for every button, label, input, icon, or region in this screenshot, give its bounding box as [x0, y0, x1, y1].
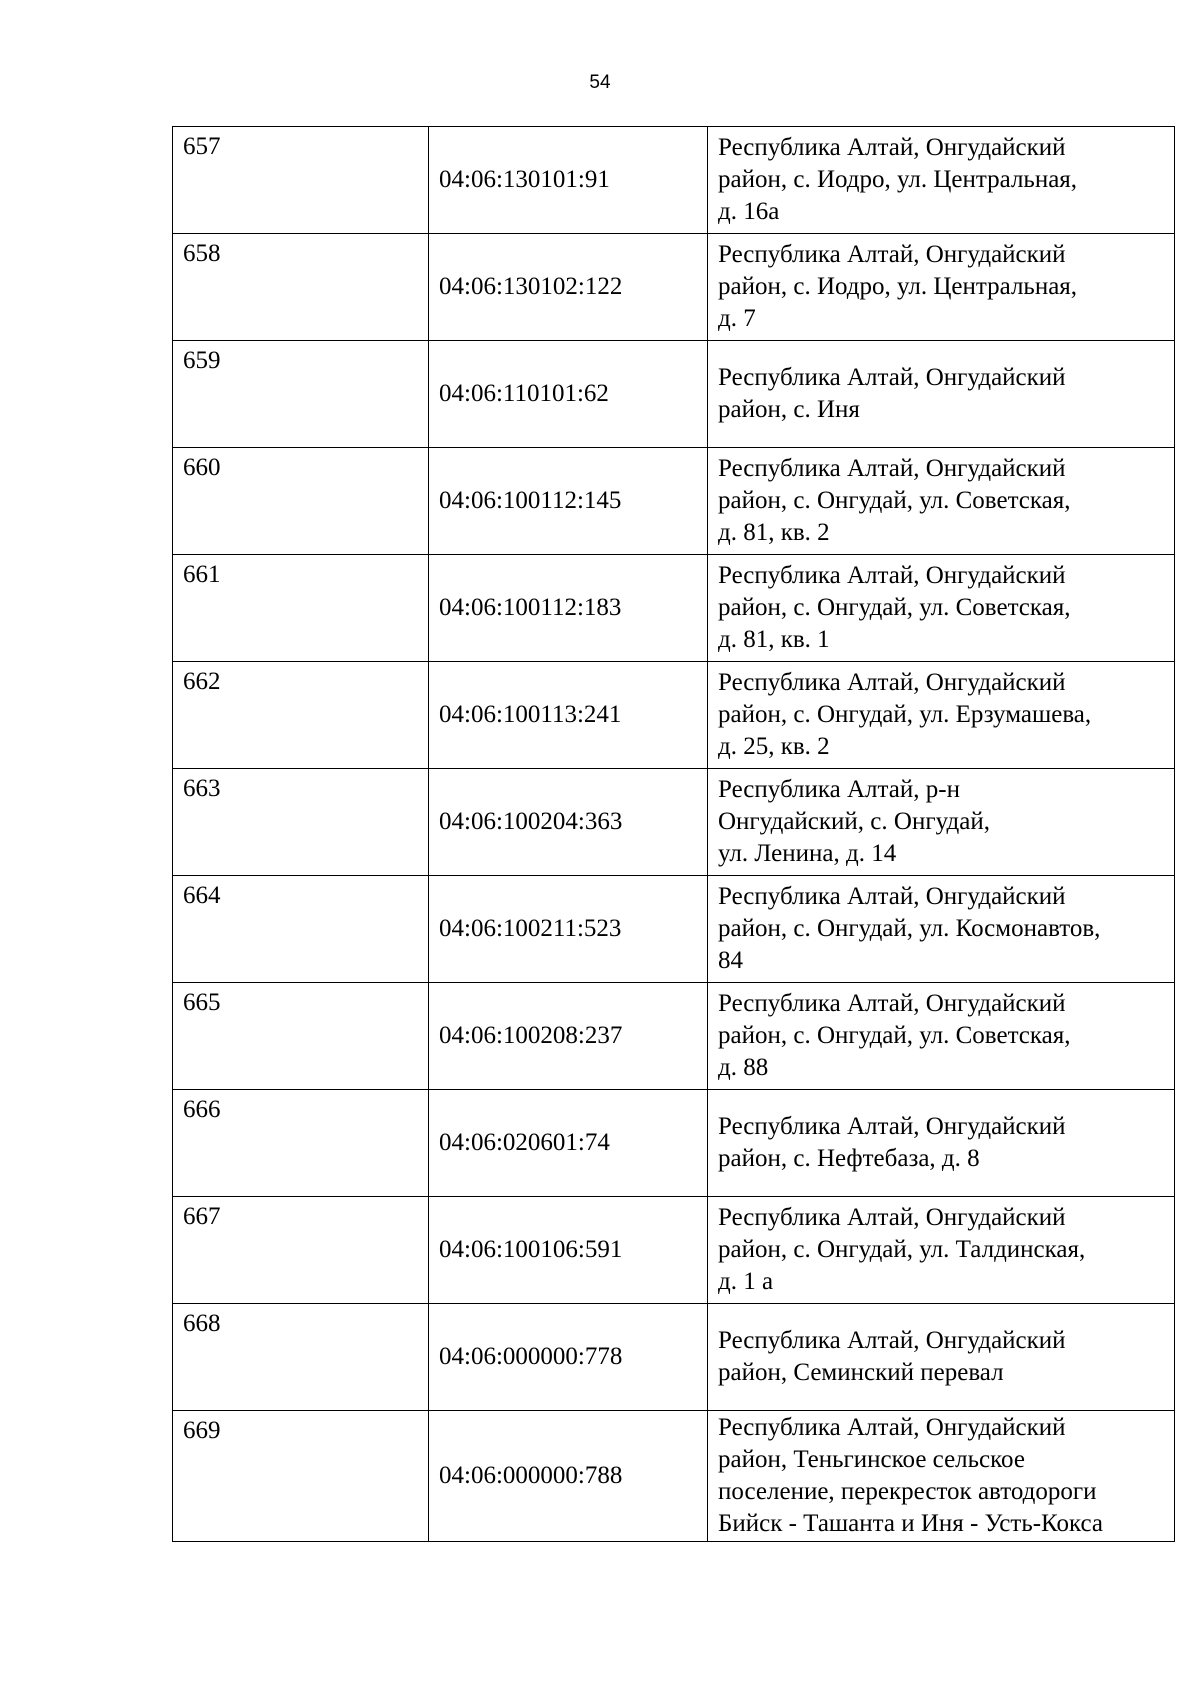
address-line: район, Семинский перевал [718, 1359, 1004, 1386]
row-number-cell: 658 [173, 234, 429, 341]
row-number-cell: 665 [173, 983, 429, 1090]
table-row [173, 127, 1175, 234]
table-row [173, 448, 1175, 555]
cadastral-number-cell: 04:06:000000:778 [429, 1304, 708, 1411]
registry-table-body [173, 127, 1175, 1542]
address-line: Республика Алтай, Онгудайский [718, 364, 1066, 391]
table-row [173, 341, 1175, 448]
row-number-cell: 657 [173, 127, 429, 234]
address-line: район, с. Онгудай, ул. Космонавтов, [718, 915, 1101, 942]
table-row [173, 1304, 1175, 1411]
address-line: район, с. Онгудай, ул. Советская, [718, 1022, 1071, 1049]
address-cell [708, 555, 1175, 662]
row-number-cell: 664 [173, 876, 429, 983]
address-line: Республика Алтай, Онгудайский [718, 241, 1066, 268]
row-number-cell: 660 [173, 448, 429, 555]
table-row [173, 234, 1175, 341]
address-cell [708, 1197, 1175, 1304]
cadastral-number-cell: 04:06:000000:788 [429, 1411, 708, 1542]
address-line: район, Теньгинское сельское [718, 1446, 1025, 1473]
address-line: д. 81, кв. 2 [718, 519, 830, 546]
address-line: район, с. Онгудай, ул. Советская, [718, 594, 1071, 621]
address-line: Онгудайский, с. Онгудай, [718, 808, 990, 835]
address-line: район, с. Иня [718, 396, 860, 423]
address-line: Республика Алтай, Онгудайский [718, 455, 1066, 482]
address-line: Республика Алтай, Онгудайский [718, 1204, 1066, 1231]
row-number-cell: 669 [173, 1411, 429, 1542]
cadastral-number-cell: 04:06:020601:74 [429, 1090, 708, 1197]
address-line: д. 1 а [718, 1268, 774, 1295]
address-line: Республика Алтай, Онгудайский [718, 1414, 1066, 1441]
address-cell [708, 127, 1175, 234]
address-cell [708, 1090, 1175, 1197]
cadastral-number-cell: 04:06:100112:183 [429, 555, 708, 662]
address-line: д. 16а [718, 198, 780, 225]
address-line: ул. Ленина, д. 14 [718, 840, 897, 867]
address-line: д. 88 [718, 1054, 769, 1081]
table-row [173, 662, 1175, 769]
table-row [173, 769, 1175, 876]
row-number-cell: 662 [173, 662, 429, 769]
cadastral-number-cell: 04:06:100211:523 [429, 876, 708, 983]
cadastral-number-cell: 04:06:100204:363 [429, 769, 708, 876]
table-row [173, 555, 1175, 662]
address-cell [708, 1411, 1175, 1542]
row-number-cell: 663 [173, 769, 429, 876]
cadastral-number-cell: 04:06:110101:62 [429, 341, 708, 448]
cadastral-number-cell: 04:06:130102:122 [429, 234, 708, 341]
cadastral-number-cell: 04:06:130101:91 [429, 127, 708, 234]
address-line: Республика Алтай, Онгудайский [718, 883, 1066, 910]
address-cell [708, 341, 1175, 448]
address-line: Республика Алтай, р-н [718, 776, 960, 803]
address-line: д. 25, кв. 2 [718, 733, 830, 760]
address-line: район, с. Иодро, ул. Центральная, [718, 273, 1078, 300]
address-line: Бийск - Ташанта и Иня - Усть-Кокса [718, 1510, 1104, 1537]
address-line: Республика Алтай, Онгудайский [718, 1327, 1066, 1354]
address-cell [708, 448, 1175, 555]
address-line: Республика Алтай, Онгудайский [718, 134, 1066, 161]
table-row [173, 1411, 1175, 1542]
address-cell [708, 876, 1175, 983]
address-line: район, с. Онгудай, ул. Ерзумашева, [718, 701, 1092, 728]
row-number-cell: 667 [173, 1197, 429, 1304]
address-line: Республика Алтай, Онгудайский [718, 990, 1066, 1017]
cadastral-number-cell: 04:06:100112:145 [429, 448, 708, 555]
row-number-cell: 668 [173, 1304, 429, 1411]
page-number: 54 [589, 72, 611, 93]
address-line: район, с. Онгудай, ул. Советская, [718, 487, 1071, 514]
row-number-cell: 659 [173, 341, 429, 448]
address-line: район, с. Онгудай, ул. Талдинская, [718, 1236, 1086, 1263]
address-line: поселение, перекресток автодороги [718, 1478, 1097, 1505]
address-cell [708, 662, 1175, 769]
address-line: д. 7 [718, 305, 756, 332]
address-line: Республика Алтай, Онгудайский [718, 1113, 1066, 1140]
address-cell [708, 769, 1175, 876]
registry-table [172, 126, 1175, 1542]
table-row [173, 1197, 1175, 1304]
address-line: Республика Алтай, Онгудайский [718, 669, 1066, 696]
table-row [173, 876, 1175, 983]
table-row [173, 1090, 1175, 1197]
table-row [173, 983, 1175, 1090]
address-line: район, с. Нефтебаза, д. 8 [718, 1145, 980, 1172]
cadastral-number-cell: 04:06:100208:237 [429, 983, 708, 1090]
address-line: 84 [718, 947, 743, 974]
address-cell [708, 983, 1175, 1090]
cadastral-number-cell: 04:06:100106:591 [429, 1197, 708, 1304]
row-number-cell: 666 [173, 1090, 429, 1197]
address-line: Республика Алтай, Онгудайский [718, 562, 1066, 589]
address-line: район, с. Иодро, ул. Центральная, [718, 166, 1078, 193]
address-cell [708, 1304, 1175, 1411]
cadastral-number-cell: 04:06:100113:241 [429, 662, 708, 769]
row-number-cell: 661 [173, 555, 429, 662]
address-cell [708, 234, 1175, 341]
address-line: д. 81, кв. 1 [718, 626, 830, 653]
